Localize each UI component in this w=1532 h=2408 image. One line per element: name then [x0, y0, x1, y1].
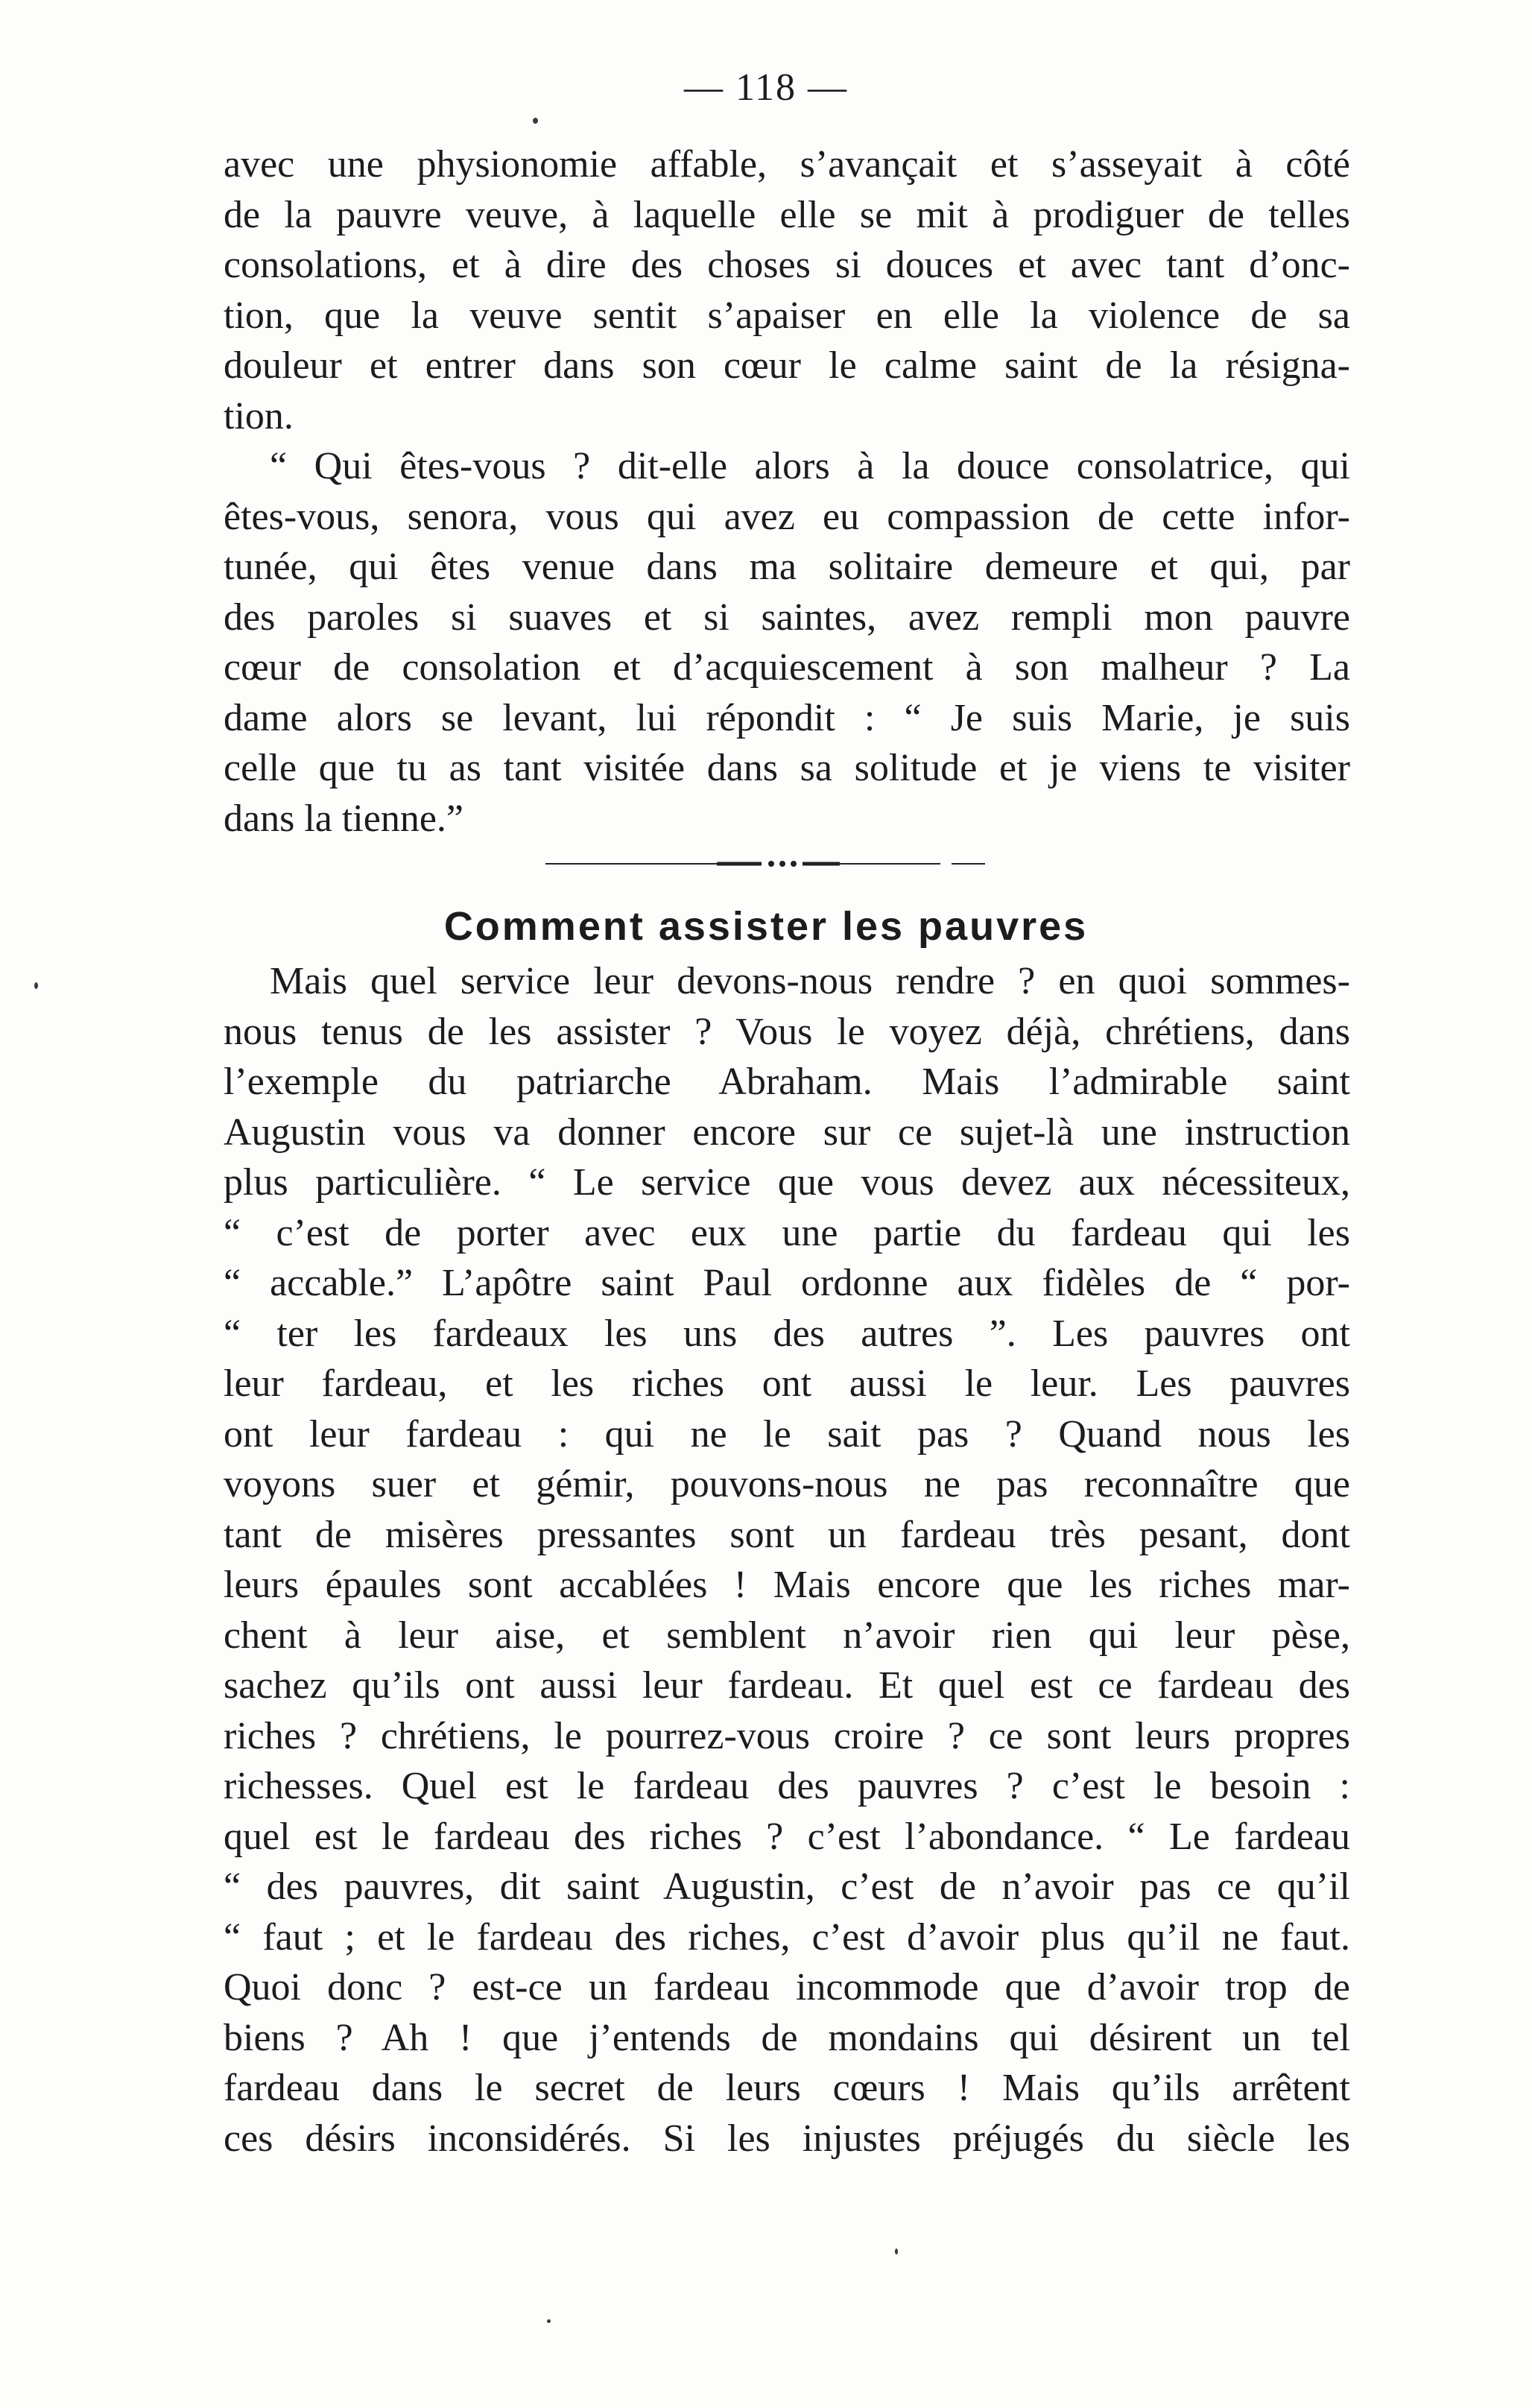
text-line: des paroles si suaves et si saintes, avez rempli mon pauvre — [224, 595, 1350, 639]
text-block-main — [224, 956, 1350, 2164]
text-line: ces désirs inconsidérés. Si les injustes préjugés du siècle les — [224, 2117, 1350, 2160]
text-line: leur fardeau, et les riches ont aussi le leur. Les pauvres — [224, 1362, 1350, 1405]
text-line: dans la tienne.” — [224, 797, 463, 840]
text-line: êtes-vous, senora, vous qui avez eu compassion de cette infor- — [224, 495, 1350, 538]
text-line: de la pauvre veuve, à laquelle elle se mit à prodiguer de telles — [224, 193, 1350, 236]
text-line: tant de misères pressantes sont un fardeau très pesant, dont — [224, 1513, 1350, 1556]
text-line: Augustin vous va donner encore sur ce sujet-là une instruction — [224, 1110, 1350, 1154]
text-block-top — [224, 139, 1350, 844]
text-line: leurs épaules sont accablées ! Mais encore que les riches mar- — [224, 1564, 1350, 1606]
text-line: celle que tu as tant visitée dans sa solitude et je viens te visiter — [224, 747, 1350, 789]
text-line: “ c’est de porter avec eux une partie du fardeau qui les — [224, 1211, 1350, 1254]
text-line: nous tenus de les assister ? Vous le voyez déjà, chrétiens, dans — [224, 1010, 1350, 1053]
print-speck — [895, 2249, 898, 2254]
text-line: “ ter les fardeaux les uns des autres ”. Les pauvres ont — [224, 1312, 1350, 1355]
text-line: voyons suer et gémir, pouvons-nous ne pas reconnaître que — [224, 1463, 1350, 1505]
text-line: douleur et entrer dans son cœur le calme saint de la résigna- — [224, 344, 1350, 387]
text-line: sachez qu’ils ont aussi leur fardeau. Et quel est ce fardeau des — [224, 1664, 1350, 1707]
print-speck — [34, 982, 38, 989]
section-heading: Comment assister les pauvres — [443, 904, 1089, 949]
text-line: “ des pauvres, dit saint Augustin, c’est de n’avoir pas ce qu’il — [224, 1865, 1350, 1908]
text-line: Mais quel service leur devons-nous rendre ? en quoi sommes- — [270, 960, 1350, 1002]
text-line: chent à leur aise, et semblent n’avoir rien qui leur pèse, — [224, 1614, 1350, 1657]
print-speck — [533, 118, 538, 124]
text-line: avec une physionomie affable, s’avançait et s’asseyait à côté — [224, 143, 1350, 186]
text-line: dame alors se levant, lui répondit : “ Je suis Marie, je suis — [224, 696, 1350, 739]
print-speck — [547, 2319, 551, 2323]
text-line: l’exemple du patriarche Abraham. Mais l’admirable saint — [224, 1061, 1350, 1103]
text-line: “ accable.” L’apôtre saint Paul ordonne aux fidèles de “ por- — [224, 1262, 1350, 1304]
text-line: biens ? Ah ! que j’entends de mondains qui désirent un tel — [224, 2016, 1350, 2059]
text-line: cœur de consolation et d’acquiescement à son malheur ? La — [224, 646, 1350, 689]
page-number: — 118 — — [683, 66, 849, 109]
text-line: Quoi donc ? est-ce un fardeau incommode que d’avoir trop de — [224, 1966, 1350, 2009]
text-line: “ faut ; et le fardeau des riches, c’est d’avoir plus qu’il ne faut. — [224, 1915, 1350, 1959]
text-line: “ Qui êtes-vous ? dit-elle alors à la douce consolatrice, qui — [270, 445, 1350, 487]
text-line: tion. — [224, 394, 294, 437]
text-line: riches ? chrétiens, le pourrez-vous croire ? ce sont leurs propres — [224, 1714, 1350, 1757]
text-line: tion, que la veuve sentit s’apaiser en elle la violence de sa — [224, 294, 1350, 337]
text-line: richesses. Quel est le fardeau des pauvres ? c’est le besoin : — [224, 1765, 1350, 1807]
text-line: tunée, qui êtes venue dans ma solitaire demeure et qui, par — [224, 546, 1350, 588]
text-line: plus particulière. “ Le service que vous devez aux nécessiteux, — [224, 1161, 1350, 1204]
ornamental-separator — [545, 859, 985, 869]
text-line: ont leur fardeau : qui ne le sait pas ? Quand nous les — [224, 1412, 1350, 1456]
text-line: fardeau dans le secret de leurs cœurs ! Mais qu’ils arrêtent — [224, 2067, 1350, 2109]
text-line: quel est le fardeau des riches ? c’est l’abondance. “ Le fardeau — [224, 1815, 1350, 1858]
text-line: consolations, et à dire des choses si douces et avec tant d’onc- — [224, 244, 1350, 286]
